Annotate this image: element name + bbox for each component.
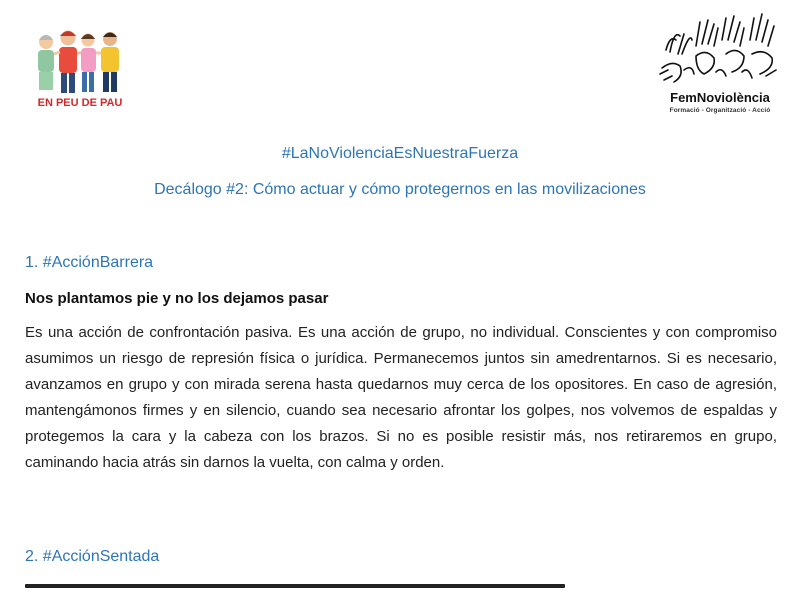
femnoviolencia-subtitle: Formació - Organització - Acció xyxy=(669,107,771,114)
section-1-body: Es una acción de confrontación pasiva. Es una acción de grupo, no individual. Conscientes y con compromiso asumimos un riesgo de represión física o jurídica. Permanecemos juntos sin amedrentarnos. Si es necesario, avanzamos en grupo y con mirada serena hasta quedarnos muy cerca de los opositores. En caso de agresión, mantengámonos firmes y en silencio, cuando sea necesario afrontar los golpes, nos volvemos de espaldas y protegemos la cara y la cabeza con los brazos. Si no es posible resistir más, nos retiraremos en grupo, caminando hacia atrás sin darnos la vuelta, con calma y orden. xyxy=(25,324,777,471)
femnoviolencia-logo xyxy=(650,10,790,128)
en-peu-de-pau-logo xyxy=(30,20,130,112)
people-group-icon xyxy=(30,20,130,112)
section-1-title: 1. #AcciónBarrera xyxy=(25,254,154,271)
raised-hands-icon xyxy=(656,10,784,88)
section-1-subtitle: Nos plantamos pie y no los dejamos pasar xyxy=(25,290,329,307)
cut-off-text-line xyxy=(25,582,565,592)
hashtag-heading: #LaNoViolenciaEsNuestraFuerza xyxy=(281,145,519,162)
logo-left-text: EN PEU DE PAU xyxy=(37,97,123,109)
decalogo-heading: Decálogo #2: Cómo actuar y cómo protegernos en las movilizaciones xyxy=(154,181,646,198)
femnoviolencia-name: FemNoviolència xyxy=(670,90,770,105)
section-2-title: 2. #AcciónSentada xyxy=(25,548,160,565)
